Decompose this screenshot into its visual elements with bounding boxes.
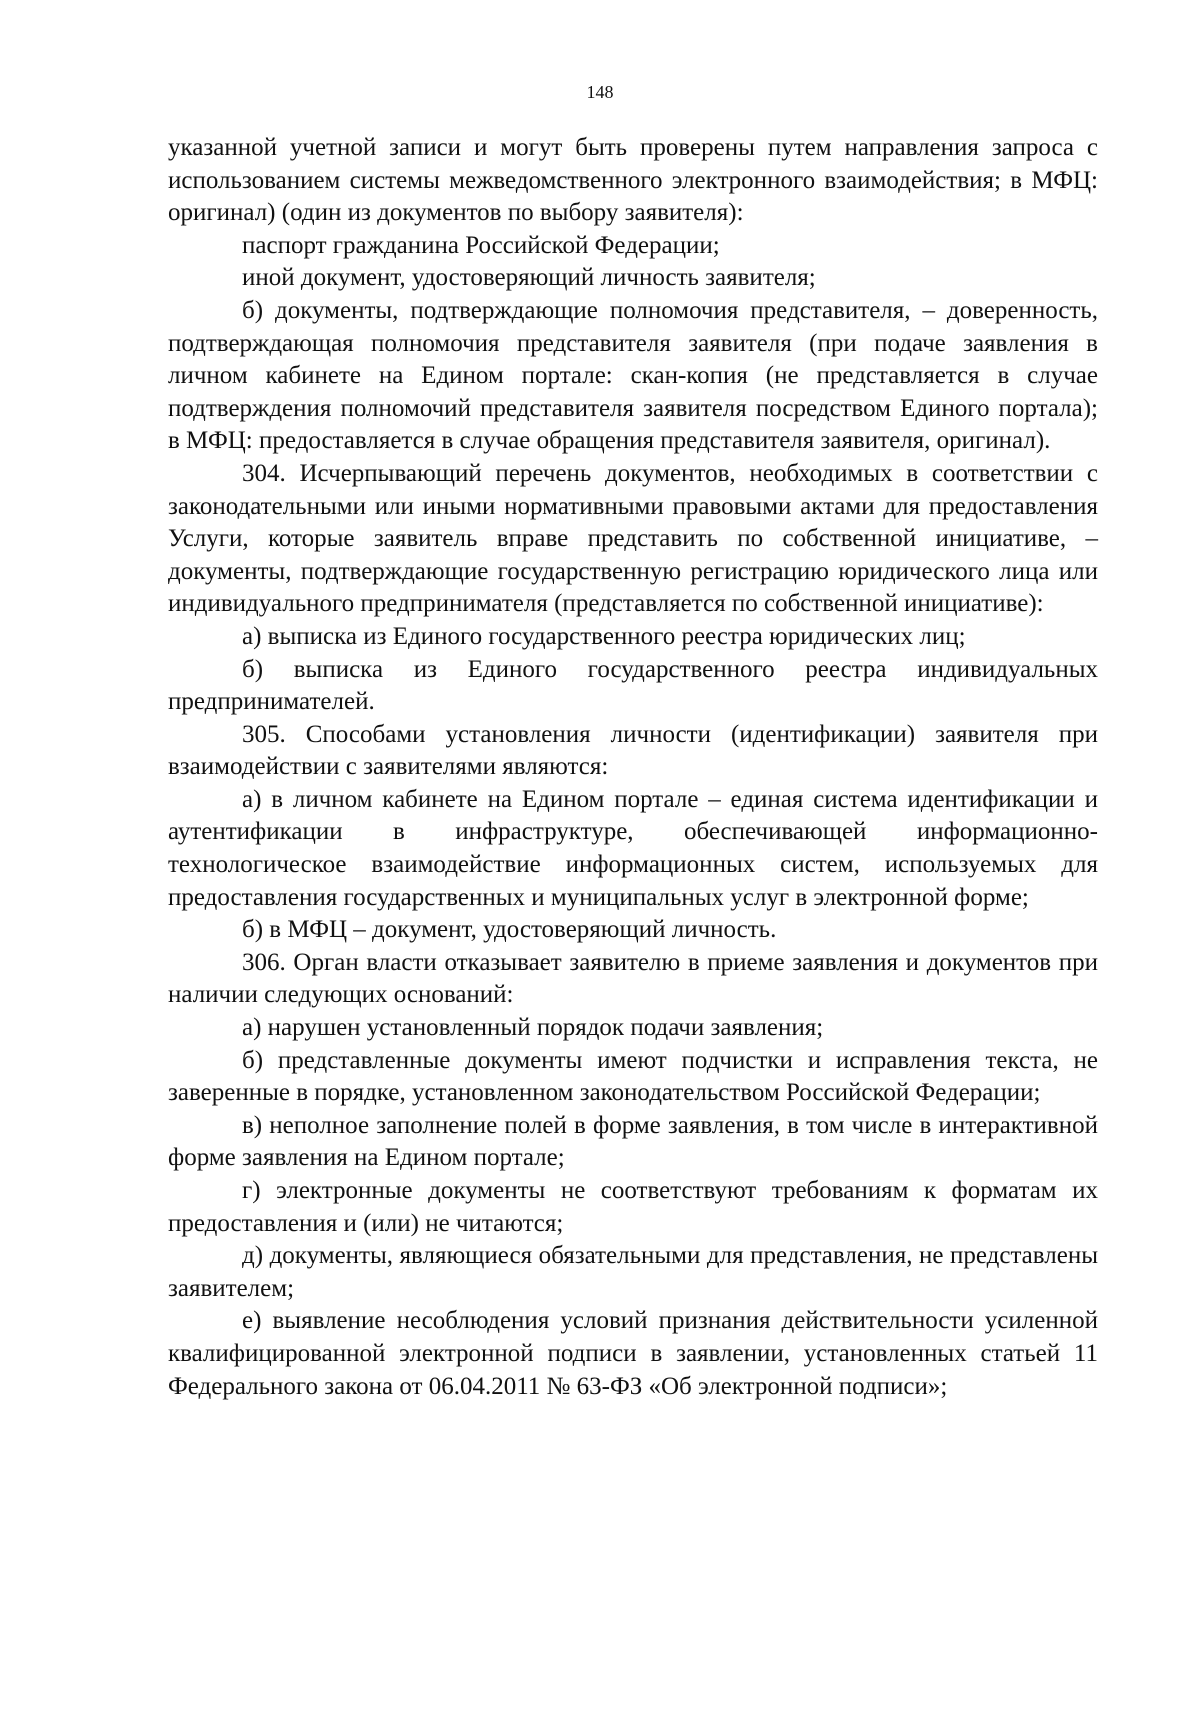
list-item: б) документы, подтверждающие полномочия представителя, – доверенность, подтверждающая полномочия представителя заявителя (при подаче заявления в личном кабинете на Едином портале: скан-копия (не представляется в случае подтверждения полномочий представителя заявителя посредством Единого портала); в МФЦ: предоставляется в случае обращения представителя заявителя, оригинал). — [168, 296, 1098, 455]
list-item: б) в МФЦ – документ, удостоверяющий личность. — [242, 916, 777, 944]
list-item: а) выписка из Единого государственного реестра юридических лиц; — [242, 622, 966, 650]
list-item: б) выписка из Единого государственного реестра индивидуальных предпринимателей. — [168, 655, 1098, 716]
list-item: д) документы, являющиеся обязательными для представления, не представлены заявителем; — [168, 1242, 1098, 1302]
list-item: паспорт гражданина Российской Федерации; — [242, 231, 720, 259]
clause-306: 306. Орган власти отказывает заявителю в приеме заявления и документов при наличии следующих оснований: — [168, 948, 1098, 1009]
list-item: г) электронные документы не соответствуют требованиям к форматам их предоставления и (или) не читаются; — [168, 1177, 1098, 1237]
paragraph: указанной учетной записи и могут быть проверены путем направления запроса с использованием системы межведомственного электронного взаимодействия; в МФЦ: оригинал) (один из документов по выбору заявителя): — [168, 134, 1098, 227]
clause-304: 304. Исчерпывающий перечень документов, необходимых в соответствии с законодательными или иными нормативными правовыми актами для предоставления Услуги, которые заявитель вправе представить по собственной инициативе, – документы, подтверждающие государственную регистрацию юридического лица или индивидуального предпринимателя (представляется по собственной инициативе): — [168, 459, 1098, 618]
document-body — [168, 132, 1098, 1403]
list-item: е) выявление несоблюдения условий признания действительности усиленной квалифицированной электронной подписи в заявлении, установленных статьей 11 Федерального закона от 06.04.2011 № 63-ФЗ «Об электронной подписи»; — [168, 1307, 1098, 1400]
list-item: а) нарушен установленный порядок подачи заявления; — [242, 1014, 824, 1042]
page-number: 148 — [586, 82, 614, 102]
list-item: в) неполное заполнение полей в форме заявления, в том числе в интерактивной форме заявления на Едином портале; — [168, 1111, 1098, 1172]
list-item: иной документ, удостоверяющий личность заявителя; — [242, 264, 816, 292]
list-item: б) представленные документы имеют подчистки и исправления текста, не заверенные в порядке, установленном законодательством Российской Федерации; — [168, 1046, 1098, 1107]
clause-305: 305. Способами установления личности (идентификации) заявителя при взаимодействии с заявителями являются: — [168, 720, 1098, 781]
list-item: а) в личном кабинете на Едином портале – единая система идентификации и аутентификации в инфраструктуре, обеспечивающей информационно-технологическое взаимодействие информационных систем, используемых для предоставления государственных и муниципальных услуг в электронной форме; — [168, 785, 1098, 911]
